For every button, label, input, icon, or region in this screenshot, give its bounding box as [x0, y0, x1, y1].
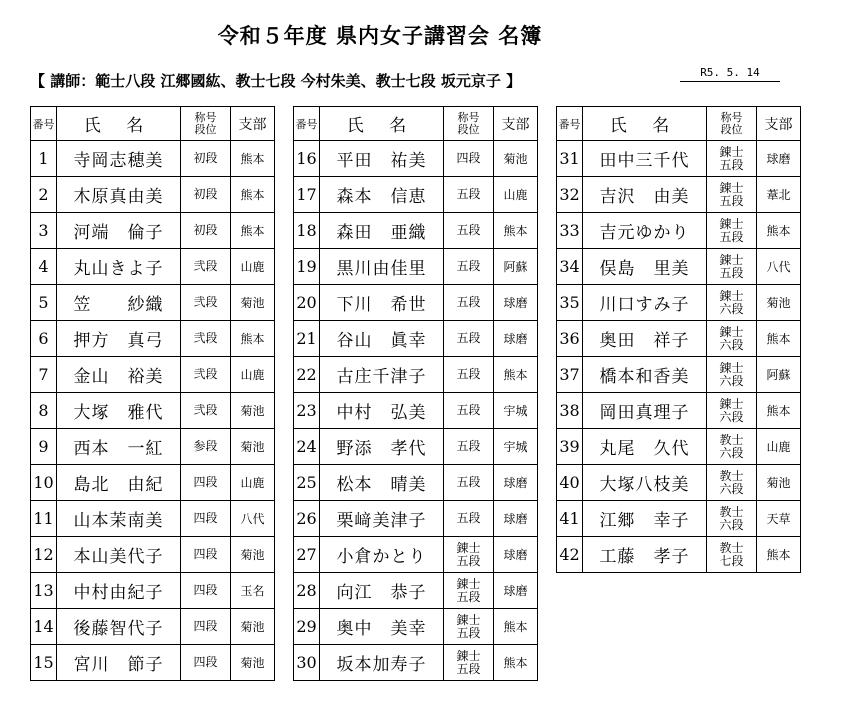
member-branch: 葦北 [757, 177, 801, 213]
header-name: 氏 名 [320, 107, 444, 141]
member-rank: 弐段 [181, 321, 231, 357]
table-row [557, 429, 801, 465]
header-name: 氏 名 [583, 107, 707, 141]
member-branch: 熊本 [494, 357, 538, 393]
member-name: 木原真由美 [57, 177, 181, 213]
member-number: 2 [31, 177, 57, 213]
member-branch: 山鹿 [231, 465, 275, 501]
header-branch: 支部 [494, 107, 538, 141]
header-number: 番号 [31, 107, 57, 141]
member-number: 6 [31, 321, 57, 357]
member-branch: 球磨 [494, 465, 538, 501]
member-rank: 弐段 [181, 357, 231, 393]
member-number: 30 [294, 645, 320, 681]
table-row [31, 141, 275, 177]
member-number: 20 [294, 285, 320, 321]
roster-table-1 [30, 106, 275, 681]
member-number: 39 [557, 429, 583, 465]
member-branch: 熊本 [757, 321, 801, 357]
member-branch: 球磨 [494, 573, 538, 609]
header-number: 番号 [557, 107, 583, 141]
table-row [31, 537, 275, 573]
table-row [31, 177, 275, 213]
page-title: 令和５年度 県内女子講習会 名簿 [217, 23, 543, 48]
member-number: 18 [294, 213, 320, 249]
member-number: 19 [294, 249, 320, 285]
member-name: 黒川由佳里 [320, 249, 444, 285]
member-number: 13 [31, 573, 57, 609]
member-name: 工藤 孝子 [583, 537, 707, 573]
member-rank: 五段 [444, 393, 494, 429]
member-number: 40 [557, 465, 583, 501]
member-branch: 球磨 [494, 501, 538, 537]
member-branch: 八代 [231, 501, 275, 537]
member-name: 野添 孝代 [320, 429, 444, 465]
member-rank: 教士 六段 [707, 429, 757, 465]
member-number: 14 [31, 609, 57, 645]
member-branch: 菊池 [231, 429, 275, 465]
table-row [31, 249, 275, 285]
member-rank: 四段 [181, 645, 231, 681]
table-row [557, 249, 801, 285]
table-row [557, 213, 801, 249]
member-name: 岡田真理子 [583, 393, 707, 429]
member-branch: 菊池 [757, 465, 801, 501]
table-row [557, 465, 801, 501]
header-row [557, 107, 801, 141]
member-number: 11 [31, 501, 57, 537]
table-row [557, 357, 801, 393]
member-rank: 初段 [181, 141, 231, 177]
member-number: 32 [557, 177, 583, 213]
member-name: 丸尾 久代 [583, 429, 707, 465]
member-branch: 熊本 [494, 609, 538, 645]
member-name: 金山 裕美 [57, 357, 181, 393]
table-row [294, 321, 538, 357]
member-rank: 五段 [444, 213, 494, 249]
table-row [31, 429, 275, 465]
member-rank: 四段 [181, 573, 231, 609]
member-number: 12 [31, 537, 57, 573]
member-name: 宮川 節子 [57, 645, 181, 681]
member-name: 田中三千代 [583, 141, 707, 177]
member-rank: 初段 [181, 213, 231, 249]
member-branch: 熊本 [757, 537, 801, 573]
member-name: 古庄千津子 [320, 357, 444, 393]
table-row [31, 357, 275, 393]
member-rank: 教士 六段 [707, 465, 757, 501]
table-row [294, 177, 538, 213]
member-branch: 熊本 [494, 645, 538, 681]
member-name: 後藤智代子 [57, 609, 181, 645]
member-number: 15 [31, 645, 57, 681]
member-name: 吉沢 由美 [583, 177, 707, 213]
member-number: 23 [294, 393, 320, 429]
member-name: 栗﨑美津子 [320, 501, 444, 537]
table-row [31, 393, 275, 429]
member-name: 押方 真弓 [57, 321, 181, 357]
member-branch: 山鹿 [231, 249, 275, 285]
member-branch: 天草 [757, 501, 801, 537]
table-row [294, 609, 538, 645]
table-row [557, 285, 801, 321]
member-number: 24 [294, 429, 320, 465]
member-branch: 菊池 [757, 285, 801, 321]
roster-table-3 [556, 106, 801, 573]
member-number: 3 [31, 213, 57, 249]
header-rank [707, 107, 757, 141]
table-row [294, 213, 538, 249]
member-branch: 八代 [757, 249, 801, 285]
member-number: 38 [557, 393, 583, 429]
header-rank [444, 107, 494, 141]
member-name: 吉元ゆかり [583, 213, 707, 249]
member-branch: 菊池 [231, 609, 275, 645]
member-rank: 四段 [181, 465, 231, 501]
member-rank: 錬士 五段 [707, 141, 757, 177]
member-number: 8 [31, 393, 57, 429]
member-rank: 四段 [181, 501, 231, 537]
member-name: 奥中 美幸 [320, 609, 444, 645]
header-rank-line2: 段位 [457, 122, 480, 136]
date-label: R5. 5. 14 [680, 66, 780, 82]
table-row [557, 393, 801, 429]
member-number: 5 [31, 285, 57, 321]
member-rank: 錬士 五段 [707, 177, 757, 213]
member-branch: 阿蘇 [494, 249, 538, 285]
member-rank: 錬士 五段 [707, 213, 757, 249]
table-row [31, 501, 275, 537]
header-rank [181, 107, 231, 141]
member-rank: 錬士 六段 [707, 321, 757, 357]
member-number: 4 [31, 249, 57, 285]
member-branch: 熊本 [231, 213, 275, 249]
member-number: 29 [294, 609, 320, 645]
member-number: 9 [31, 429, 57, 465]
member-number: 36 [557, 321, 583, 357]
member-name: 中村由紀子 [57, 573, 181, 609]
table-row [294, 393, 538, 429]
member-name: 坂本加寿子 [320, 645, 444, 681]
member-name: 江郷 幸子 [583, 501, 707, 537]
member-rank: 五段 [444, 357, 494, 393]
member-rank: 五段 [444, 501, 494, 537]
table-row [294, 537, 538, 573]
member-number: 31 [557, 141, 583, 177]
member-branch: 宇城 [494, 429, 538, 465]
member-name: 丸山きよ子 [57, 249, 181, 285]
member-number: 33 [557, 213, 583, 249]
member-number: 35 [557, 285, 583, 321]
header-branch: 支部 [757, 107, 801, 141]
member-number: 42 [557, 537, 583, 573]
member-rank: 五段 [444, 177, 494, 213]
header-branch: 支部 [231, 107, 275, 141]
member-branch: 菊池 [231, 393, 275, 429]
member-name: 奥田 祥子 [583, 321, 707, 357]
member-name: 中村 弘美 [320, 393, 444, 429]
member-name: 西本 一紅 [57, 429, 181, 465]
member-number: 34 [557, 249, 583, 285]
table-row [557, 501, 801, 537]
table-row [31, 645, 275, 681]
member-rank: 錬士 五段 [444, 573, 494, 609]
table-row [294, 249, 538, 285]
member-rank: 弐段 [181, 285, 231, 321]
member-rank: 五段 [444, 249, 494, 285]
table-row [294, 501, 538, 537]
header-rank-line1: 称号 [194, 110, 217, 124]
member-rank: 五段 [444, 465, 494, 501]
member-name: 橋本和香美 [583, 357, 707, 393]
member-name: 森田 亜織 [320, 213, 444, 249]
member-number: 41 [557, 501, 583, 537]
member-name: 寺岡志穂美 [57, 141, 181, 177]
roster-table-2 [293, 106, 538, 681]
table-row [557, 177, 801, 213]
member-number: 25 [294, 465, 320, 501]
member-rank: 四段 [181, 609, 231, 645]
member-name: 島北 由紀 [57, 465, 181, 501]
table-row [31, 285, 275, 321]
table-row [31, 321, 275, 357]
header-rank-line1: 称号 [720, 110, 743, 124]
member-branch: 球磨 [494, 321, 538, 357]
member-branch: 熊本 [494, 213, 538, 249]
instructors-line: 【 講師：範士八段 江郷國紘、教士七段 今村朱美、教士七段 坂元京子 】 [30, 72, 522, 90]
member-rank: 錬士 五段 [444, 537, 494, 573]
member-rank: 四段 [181, 537, 231, 573]
member-name: 川口すみ子 [583, 285, 707, 321]
member-rank: 教士 六段 [707, 501, 757, 537]
member-name: 大塚 雅代 [57, 393, 181, 429]
member-rank: 弐段 [181, 393, 231, 429]
member-rank: 錬士 六段 [707, 357, 757, 393]
member-rank: 参段 [181, 429, 231, 465]
member-branch: 山鹿 [231, 357, 275, 393]
member-branch: 熊本 [757, 393, 801, 429]
header-row [294, 107, 538, 141]
member-branch: 菊池 [231, 645, 275, 681]
header-rank-line2: 段位 [720, 122, 743, 136]
member-rank: 弐段 [181, 249, 231, 285]
member-branch: 菊池 [494, 141, 538, 177]
member-name: 河端 倫子 [57, 213, 181, 249]
member-branch: 熊本 [231, 141, 275, 177]
member-number: 10 [31, 465, 57, 501]
member-rank: 錬士 五段 [444, 609, 494, 645]
table-row [31, 573, 275, 609]
table-row [294, 285, 538, 321]
table-row [31, 465, 275, 501]
member-number: 7 [31, 357, 57, 393]
member-name: 山本茉南美 [57, 501, 181, 537]
member-branch: 菊池 [231, 285, 275, 321]
member-number: 37 [557, 357, 583, 393]
member-name: 平田 祐美 [320, 141, 444, 177]
table-row [557, 321, 801, 357]
member-branch: 球磨 [494, 285, 538, 321]
member-rank: 錬士 六段 [707, 393, 757, 429]
member-rank: 五段 [444, 321, 494, 357]
member-name: 笠 紗織 [57, 285, 181, 321]
member-branch: 熊本 [231, 321, 275, 357]
header-row [31, 107, 275, 141]
member-branch: 球磨 [757, 141, 801, 177]
member-name: 下川 希世 [320, 285, 444, 321]
member-name: 本山美代子 [57, 537, 181, 573]
table-row [557, 141, 801, 177]
member-rank: 錬士 五段 [444, 645, 494, 681]
table-row [294, 465, 538, 501]
member-rank: 五段 [444, 285, 494, 321]
member-branch: 球磨 [494, 537, 538, 573]
header-rank-line2: 段位 [194, 122, 217, 136]
member-number: 27 [294, 537, 320, 573]
table-row [294, 141, 538, 177]
member-name: 森本 信恵 [320, 177, 444, 213]
table-row [294, 357, 538, 393]
member-name: 向江 恭子 [320, 573, 444, 609]
member-name: 小倉かとり [320, 537, 444, 573]
member-number: 22 [294, 357, 320, 393]
table-row [294, 573, 538, 609]
member-name: 谷山 眞幸 [320, 321, 444, 357]
member-branch: 山鹿 [494, 177, 538, 213]
member-number: 17 [294, 177, 320, 213]
member-number: 1 [31, 141, 57, 177]
member-name: 大塚八枝美 [583, 465, 707, 501]
member-rank: 五段 [444, 429, 494, 465]
member-number: 26 [294, 501, 320, 537]
table-row [294, 429, 538, 465]
member-number: 21 [294, 321, 320, 357]
member-rank: 四段 [444, 141, 494, 177]
member-number: 16 [294, 141, 320, 177]
member-name: 松本 晴美 [320, 465, 444, 501]
table-row [31, 609, 275, 645]
member-number: 28 [294, 573, 320, 609]
member-branch: 熊本 [231, 177, 275, 213]
member-rank: 初段 [181, 177, 231, 213]
header-number: 番号 [294, 107, 320, 141]
member-branch: 阿蘇 [757, 357, 801, 393]
table-row [557, 537, 801, 573]
member-branch: 玉名 [231, 573, 275, 609]
member-rank: 錬士 六段 [707, 285, 757, 321]
member-branch: 宇城 [494, 393, 538, 429]
header-name: 氏 名 [57, 107, 181, 141]
table-row [294, 645, 538, 681]
member-rank: 教士 七段 [707, 537, 757, 573]
member-name: 俣島 里美 [583, 249, 707, 285]
table-row [31, 213, 275, 249]
member-branch: 山鹿 [757, 429, 801, 465]
member-branch: 菊池 [231, 537, 275, 573]
member-rank: 錬士 五段 [707, 249, 757, 285]
header-rank-line1: 称号 [457, 110, 480, 124]
member-branch: 熊本 [757, 213, 801, 249]
